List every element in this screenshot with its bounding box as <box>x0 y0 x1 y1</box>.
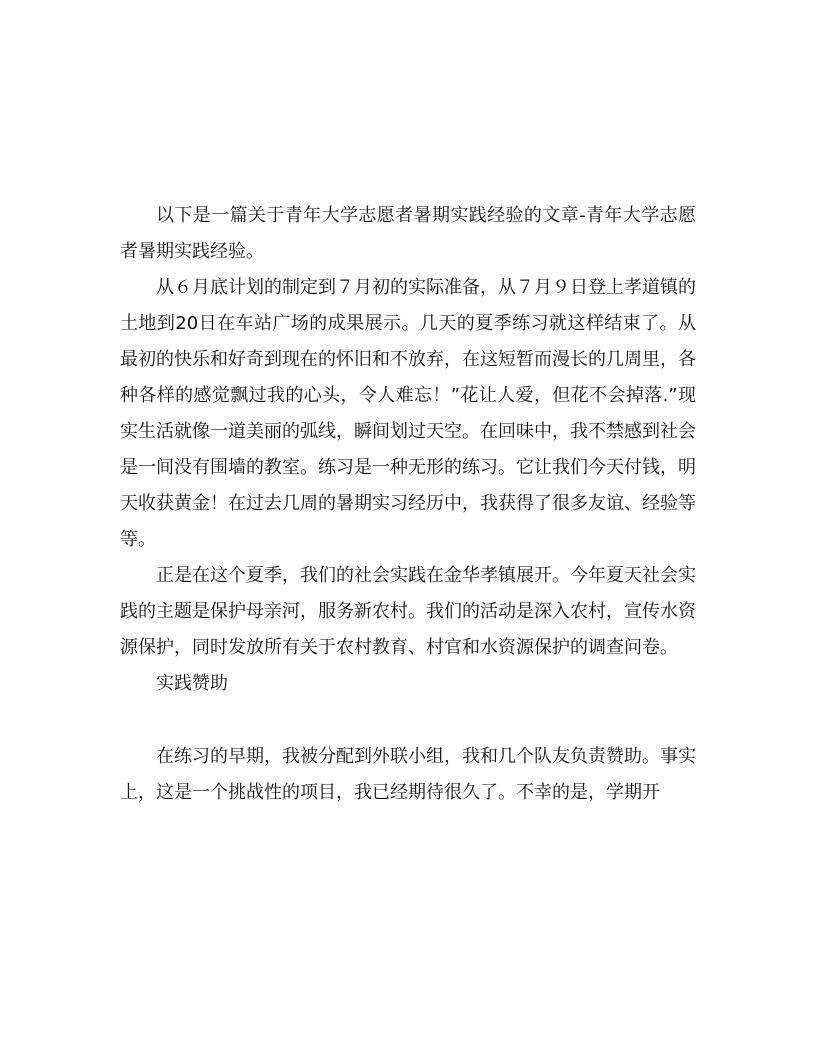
paragraph-intro: 以下是一篇关于青年大学志愿者暑期实践经验的文章-青年大学志愿者暑期实践经验。 <box>120 205 696 262</box>
section-heading: 实践赞助 <box>156 673 228 694</box>
document-body <box>120 198 696 811</box>
paragraph-theme: 正是在这个夏季，我们的社会实践在金华孝镇展开。今年夏天社会实践的主题是保护母亲河，服务新农村。我们的活动是深入农村，宣传水资源保护，同时发放所有关于农村教育、村官和水资源保护的调查问卷。 <box>120 565 696 658</box>
paragraph-timeline: 从６月底计划的制定到７月初的实际准备，从７月９日登上孝道镇的土地到20日在车站广场的成果展示。几天的夏季练习就这样结束了。从最初的快乐和好奇到现在的怀旧和不放弃，在这短暂而漫长的几周里，各种各样的感觉飘过我的心头，令人难忘！”花让人爱，但花不会掉落.”现实生活就像一道美丽的弧线，瞬间划过天空。在回味中，我不禁感到社会是一间没有围墙的教室。练习是一种无形的练习。它让我们今天付钱，明天收获黄金！在过去几周的暑期实习经历中，我获得了很多友谊、经验等等。 <box>120 277 696 550</box>
paragraph-sponsorship: 在练习的早期，我被分配到外联小组，我和几个队友负责赞助。事实上，这是一个挑战性的项目，我已经期待很久了。不幸的是，学期开 <box>120 746 696 803</box>
